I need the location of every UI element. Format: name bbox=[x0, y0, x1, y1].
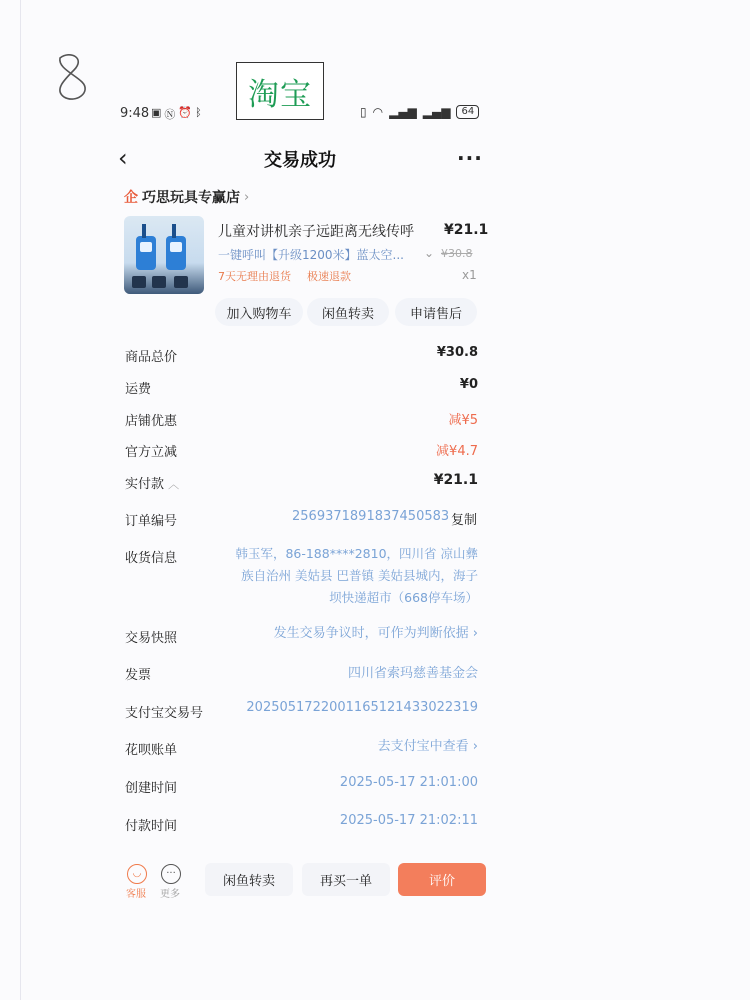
shop-name: 巧思玩具专赢店 bbox=[142, 190, 240, 206]
signal2-icon: ▂▄▆ bbox=[422, 105, 451, 119]
shop-logo-icon: 企 bbox=[124, 190, 138, 206]
product-title[interactable]: 儿童对讲机亲子远距离无线传呼 bbox=[218, 224, 414, 240]
chevron-down-icon[interactable]: ⌄ bbox=[424, 246, 435, 260]
price-row-value: ¥0 bbox=[459, 377, 478, 392]
status-time: 9:48 bbox=[120, 106, 150, 121]
snapshot-value: 发生交易争议时，可作为判断依据 bbox=[273, 626, 469, 641]
refund-tag: 极速退款 bbox=[307, 270, 351, 283]
taobao-stamp: 淘宝 bbox=[236, 62, 324, 120]
status-right bbox=[360, 105, 479, 119]
price-row-value: 减¥5 bbox=[448, 413, 478, 428]
after-sales-button[interactable]: 申请售后 bbox=[395, 298, 477, 326]
return-tag: 7天无理由退货 bbox=[218, 270, 291, 283]
price-row-label: 店铺优惠 bbox=[125, 414, 178, 429]
price-row-label: 实付款 bbox=[125, 477, 165, 492]
chevron-up-icon: ︿ bbox=[168, 478, 180, 491]
xianyu-resell-bottom-button[interactable]: 闲鱼转卖 bbox=[205, 863, 293, 896]
address-label: 收货信息 bbox=[125, 551, 178, 566]
chevron-right-icon: › bbox=[244, 189, 250, 205]
xianyu-resell-button[interactable]: 闲鱼转卖 bbox=[307, 298, 389, 326]
huabei-value: 去支付宝中查看 bbox=[377, 739, 469, 754]
original-price: ¥30.8 bbox=[441, 247, 473, 260]
chevron-right-icon: › bbox=[472, 739, 478, 754]
paid-row[interactable] bbox=[125, 473, 179, 492]
quantity: x1 bbox=[462, 268, 477, 282]
more-dots-icon[interactable]: ··· bbox=[161, 864, 181, 884]
handwritten-mark bbox=[52, 52, 96, 102]
chevron-right-icon: › bbox=[472, 626, 478, 641]
signal-icon: ▂▄▆ bbox=[389, 105, 417, 119]
price-row-label: 官方立减 bbox=[125, 445, 178, 460]
product-thumbnail[interactable] bbox=[124, 216, 204, 294]
paid-time-value: 2025-05-17 21:02:11 bbox=[339, 813, 478, 828]
copy-button[interactable]: 复制 bbox=[451, 513, 478, 528]
invoice-value: 四川省索玛慈善基金会 bbox=[347, 666, 478, 681]
paid-time-label: 付款时间 bbox=[125, 819, 178, 834]
more-label[interactable]: 更多 bbox=[160, 889, 180, 900]
price-row-label: 商品总价 bbox=[125, 350, 178, 365]
price-row-value: 减¥4.7 bbox=[436, 444, 478, 459]
alipay-label: 支付宝交易号 bbox=[125, 706, 204, 721]
created-label: 创建时间 bbox=[125, 781, 178, 796]
huabei-label: 花呗账单 bbox=[125, 743, 178, 758]
shop-link[interactable] bbox=[124, 187, 249, 207]
price-row-label: 运费 bbox=[125, 382, 152, 397]
order-number: 2569371891837450583 bbox=[292, 509, 450, 524]
customer-service-icon[interactable]: ◡ bbox=[127, 864, 147, 884]
buy-again-button[interactable]: 再买一单 bbox=[302, 863, 390, 896]
product-price: ¥21.1 bbox=[444, 222, 489, 238]
product-spec[interactable]: 一键呼叫【升级1200米】蓝太空... bbox=[218, 248, 404, 262]
invoice-label: 发票 bbox=[125, 668, 152, 683]
address-value: 韩玉军，86-188****2810，四川省 凉山彝族自治州 美姑县 巴普镇 美姑县城内，海子坝快递超市（668停车场） bbox=[235, 546, 478, 605]
sim-icon: ▣ bbox=[151, 106, 162, 119]
review-button[interactable]: 评价 bbox=[398, 863, 486, 896]
snapshot-link[interactable] bbox=[274, 622, 478, 641]
customer-service-label[interactable]: 客服 bbox=[126, 889, 146, 900]
price-row-value: ¥21.1 bbox=[433, 472, 478, 488]
wifi-icon: ◠ bbox=[372, 105, 384, 119]
alarm-icon: ⏰ bbox=[178, 106, 193, 119]
created-value: 2025-05-17 21:01:00 bbox=[339, 775, 478, 790]
nfc-icon: Ⓝ bbox=[164, 108, 176, 121]
battery-icon: 64 bbox=[456, 105, 479, 119]
vibrate-icon: ▯ bbox=[360, 105, 367, 119]
back-icon[interactable]: ‹ bbox=[118, 144, 128, 172]
price-row-value: ¥30.8 bbox=[436, 345, 478, 360]
bluetooth-icon: ᛒ bbox=[195, 106, 202, 119]
status-left-icons bbox=[151, 106, 202, 122]
more-icon[interactable]: ··· bbox=[457, 146, 483, 170]
order-number-label: 订单编号 bbox=[125, 514, 178, 529]
add-to-cart-button[interactable]: 加入购物车 bbox=[215, 298, 303, 326]
huabei-link[interactable] bbox=[378, 735, 478, 754]
alipay-value: 2025051722001165121433022319 bbox=[246, 700, 478, 715]
page-title: 交易成功 bbox=[264, 150, 336, 171]
snapshot-label: 交易快照 bbox=[125, 631, 178, 646]
